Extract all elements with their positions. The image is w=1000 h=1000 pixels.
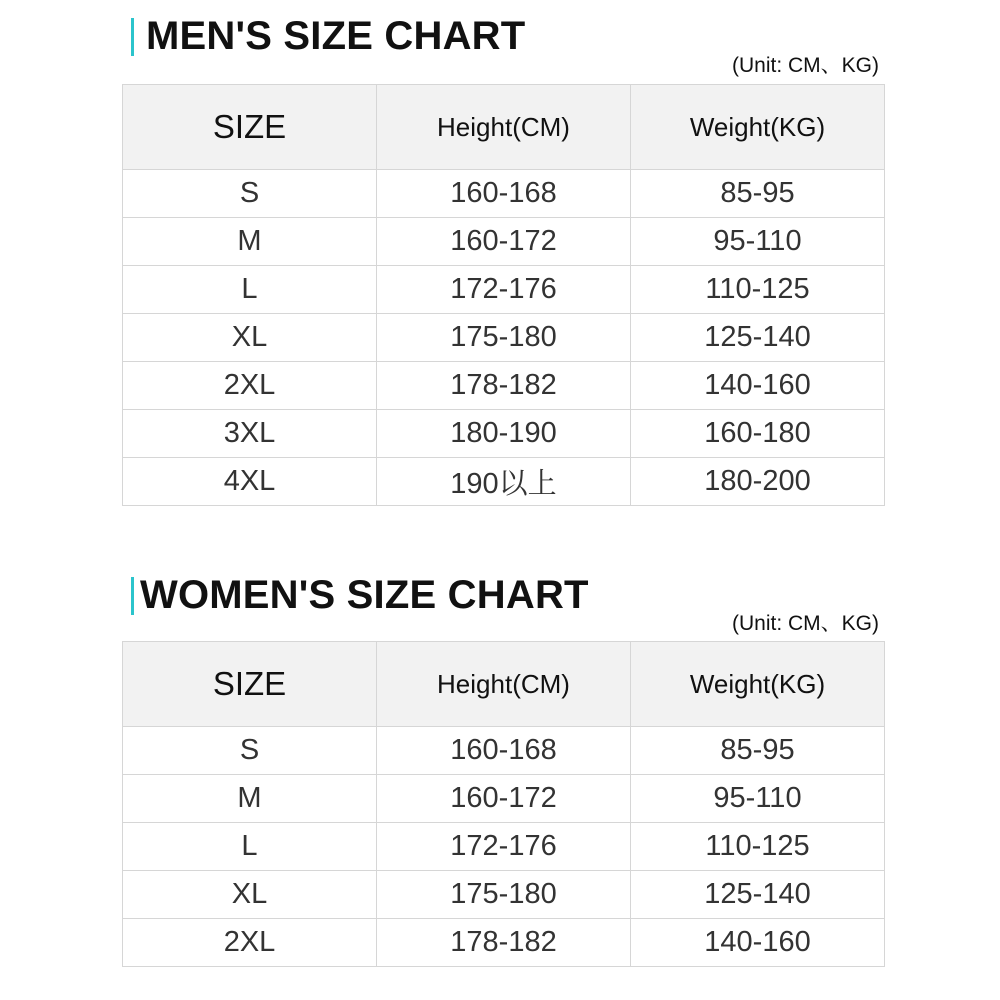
women-table-row — [123, 775, 885, 823]
women-weight-cell: 140-160 — [631, 919, 885, 967]
women-weight-cell: 125-140 — [631, 871, 885, 919]
women-header-height: Height(CM) — [377, 642, 631, 727]
men-table-row — [123, 218, 885, 266]
men-weight-cell: 160-180 — [631, 410, 885, 458]
men-size-cell: 2XL — [123, 362, 377, 410]
men-table-row — [123, 266, 885, 314]
men-height-cell: 160-168 — [377, 170, 631, 218]
women-size-cell: L — [123, 823, 377, 871]
women-header-row — [123, 642, 885, 727]
men-height-cell: 175-180 — [377, 314, 631, 362]
women-height-cell: 175-180 — [377, 871, 631, 919]
men-weight-cell: 180-200 — [631, 458, 885, 506]
men-table-row — [123, 458, 885, 506]
women-height-cell: 172-176 — [377, 823, 631, 871]
women-size-cell: XL — [123, 871, 377, 919]
men-weight-cell: 95-110 — [631, 218, 885, 266]
men-size-cell: XL — [123, 314, 377, 362]
men-size-cell: M — [123, 218, 377, 266]
men-height-cell: 190以上 — [377, 458, 631, 506]
men-size-cell: 4XL — [123, 458, 377, 506]
women-height-cell: 160-172 — [377, 775, 631, 823]
women-table-row — [123, 823, 885, 871]
women-title-accent-bar — [131, 577, 134, 615]
women-table-row — [123, 871, 885, 919]
women-weight-cell: 110-125 — [631, 823, 885, 871]
men-size-cell: S — [123, 170, 377, 218]
men-weight-cell: 85-95 — [631, 170, 885, 218]
women-height-cell: 178-182 — [377, 919, 631, 967]
women-height-cell: 160-168 — [377, 727, 631, 775]
men-height-cell: 160-172 — [377, 218, 631, 266]
women-size-table — [122, 641, 885, 967]
men-weight-cell: 140-160 — [631, 362, 885, 410]
women-size-cell: M — [123, 775, 377, 823]
women-size-chart-title: WOMEN'S SIZE CHART — [140, 573, 589, 617]
women-weight-cell: 85-95 — [631, 727, 885, 775]
men-title-accent-bar — [131, 18, 134, 56]
men-size-cell: L — [123, 266, 377, 314]
women-weight-cell: 95-110 — [631, 775, 885, 823]
men-table-row — [123, 362, 885, 410]
women-table-row — [123, 727, 885, 775]
men-table-row — [123, 410, 885, 458]
women-header-weight: Weight(KG) — [631, 642, 885, 727]
men-header-weight: Weight(KG) — [631, 85, 885, 170]
women-size-cell: 2XL — [123, 919, 377, 967]
men-table-row — [123, 314, 885, 362]
men-weight-cell: 110-125 — [631, 266, 885, 314]
men-height-cell: 178-182 — [377, 362, 631, 410]
women-unit-note: (Unit: CM、KG) — [732, 612, 879, 635]
men-height-cell: 172-176 — [377, 266, 631, 314]
men-size-table — [122, 84, 885, 506]
men-table-row — [123, 170, 885, 218]
men-weight-cell: 125-140 — [631, 314, 885, 362]
men-header-size: SIZE — [123, 85, 377, 170]
men-size-cell: 3XL — [123, 410, 377, 458]
men-unit-note: (Unit: CM、KG) — [732, 54, 879, 77]
men-header-row — [123, 85, 885, 170]
women-table-row — [123, 919, 885, 967]
women-header-size: SIZE — [123, 642, 377, 727]
women-size-cell: S — [123, 727, 377, 775]
men-height-cell: 180-190 — [377, 410, 631, 458]
men-size-chart-title: MEN'S SIZE CHART — [146, 14, 526, 58]
men-header-height: Height(CM) — [377, 85, 631, 170]
